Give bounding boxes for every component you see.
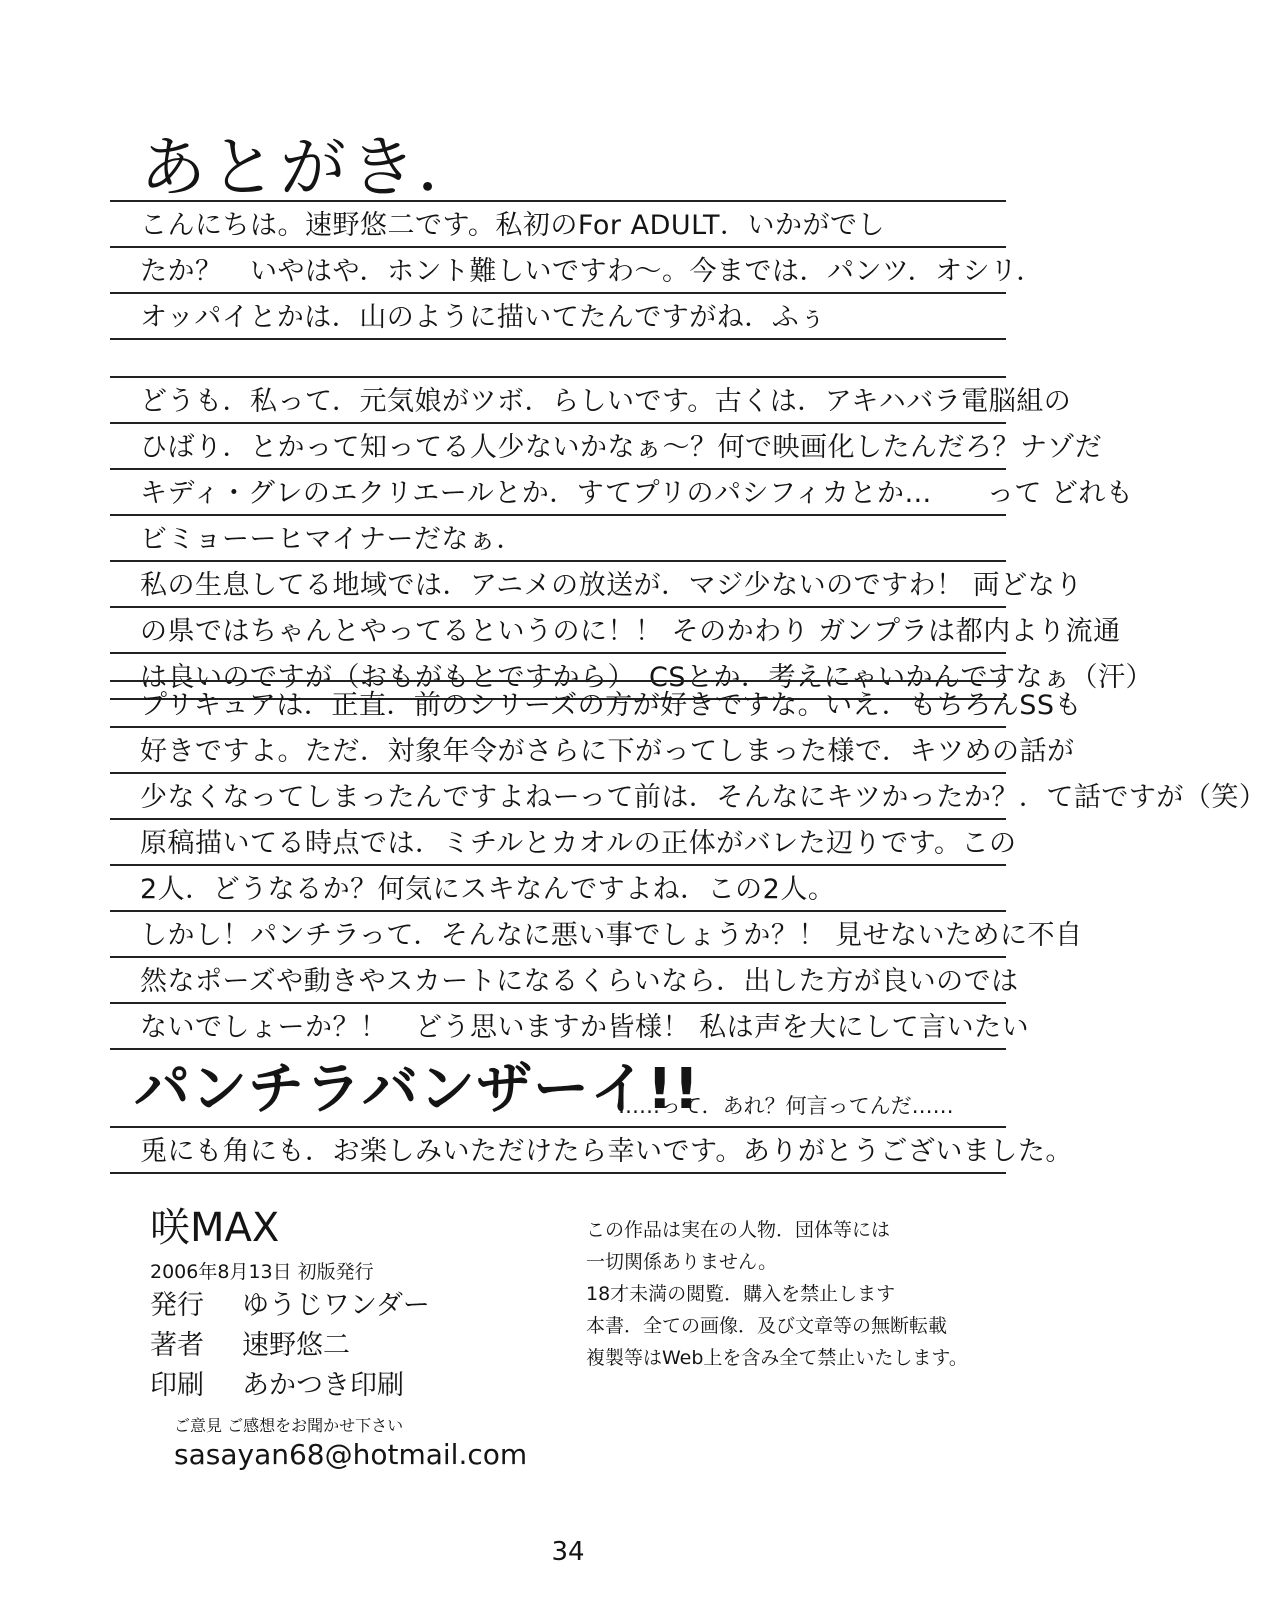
notice-line: この作品は実在の人物．団体等には (586, 1219, 891, 1241)
text-line: の県ではちゃんとやってるというのに！！ そのかわり ガンプラは都内より流通 (140, 616, 1121, 647)
shout-line (110, 1050, 1006, 1128)
notice-line: 18才未満の閲覧．購入を禁止します (586, 1283, 896, 1305)
ruled-line (110, 912, 1083, 958)
text-line: どうも．私って．元気娘がツボ．らしいです。古くは．アキハバラ電脳組の (140, 386, 1072, 417)
publish-date: 2006年8月13日 初版発行 (150, 1261, 374, 1283)
ruled-line (110, 958, 1019, 1004)
shout-aside: ……って．あれ？何言ってんだ…… (618, 1094, 954, 1118)
colophon (150, 1204, 527, 1472)
printer-label: 印刷 (150, 1370, 204, 1401)
notice-line: 本書．全ての画像．及び文章等の無断転載 (586, 1315, 948, 1337)
closing-line: 兎にも角にも．お楽しみいただけたら幸いです。ありがとうございました。 (140, 1136, 1073, 1167)
ruled-line (110, 774, 1266, 820)
ruled-line (110, 562, 1083, 608)
ruled-line (110, 728, 1075, 774)
text-line: ビミョーーヒマイナーだなぁ． (140, 524, 524, 555)
text-line: たか？ いやはや．ホント難しいですわ～。今までは．パンツ．オシリ． (140, 256, 1044, 287)
ruled-line (110, 248, 1044, 294)
shout-text: パンチラバンザーイ!! (134, 1057, 701, 1122)
printer-row (150, 1366, 527, 1406)
author-name: 速野悠二 (242, 1330, 350, 1361)
ruled-line (110, 1128, 1073, 1174)
text-line: 2人．どうなるか？何気にスキなんですよね．この2人。 (140, 874, 836, 905)
ruled-line (110, 608, 1121, 654)
notice-line: 複製等はWeb上を含み全て禁止いたします。 (586, 1347, 968, 1369)
page-number: 34 (551, 1537, 585, 1567)
ruled-line (110, 516, 1006, 562)
paragraph-block-3 (110, 680, 1266, 1174)
paragraph-block-2 (110, 376, 1153, 700)
text-line: 私の生息してる地域では．アニメの放送が．マジ少ないのですわ！ 両どなり (140, 570, 1083, 601)
contact-email: sasayan68@hotmail.com (174, 1438, 528, 1471)
text-line: ないでしょーか？！ どう思いますか皆様！ 私は声を大にして言いたい (140, 1012, 1030, 1043)
ruled-line (110, 376, 1072, 424)
text-line: は良いのですが（おもがもとですから） CSとか．考えにゃいかんですなぁ（汗） (140, 662, 1153, 693)
legal-notice (586, 1214, 1006, 1374)
ruled-line (110, 424, 1103, 470)
text-line: 原稿描いてる時点では．ミチルとカオルの正体がバレた辺りです。この (140, 828, 1017, 859)
ruled-line (110, 866, 1006, 912)
text-line: 少なくなってしまったんですよねーって前は．そんなにキツかったか？．て話ですが（笑） (140, 782, 1266, 813)
ruled-line (110, 680, 1082, 728)
ruled-line (110, 200, 1006, 248)
author-label: 著者 (150, 1330, 204, 1361)
publisher-name: ゆうじワンダー (242, 1290, 430, 1321)
text-line: こんにちは。速野悠二です。私初のFor ADULT．いかがでし (140, 210, 885, 241)
text-line: しかし！パンチラって．そんなに悪い事でしょうか？！ 見せないために不自 (140, 920, 1083, 951)
ruled-line (110, 294, 1006, 340)
ruled-line (110, 470, 1134, 516)
printer-name: あかつき印刷 (242, 1370, 404, 1401)
paragraph-block-1 (110, 200, 1044, 340)
text-line: プリキュアは．正直．前のシリーズの方が好きですな。いえ．もちろんSSも (140, 690, 1082, 721)
text-line: オッパイとかは．山のように描いてたんですがね．ふぅ (140, 302, 827, 333)
publisher-row (150, 1286, 527, 1326)
text-line: ひばり．とかって知ってる人少ないかなぁ～？何で映画化したんだろ？ナゾだ (140, 432, 1103, 463)
publisher-label: 発行 (150, 1290, 204, 1321)
notice-line: 一切関係ありません。 (586, 1251, 778, 1273)
contact-note: ご意見 ご感想をお聞かせ下さい (174, 1416, 404, 1435)
ruled-line (110, 820, 1017, 866)
text-line: 好きですよ。ただ．対象年令がさらに下がってしまった様で．キツめの話が (140, 736, 1075, 767)
text-line: 然なポーズや動きやスカートになるくらいなら．出した方が良いのでは (140, 966, 1019, 997)
ruled-line (110, 1004, 1030, 1050)
author-row (150, 1326, 527, 1366)
book-title: 咲MAX (150, 1205, 280, 1251)
text-line: キディ・グレのエクリエールとか．すてプリのパシフィカとか… って どれも (140, 478, 1134, 509)
page-title: あとがき． (140, 129, 488, 206)
